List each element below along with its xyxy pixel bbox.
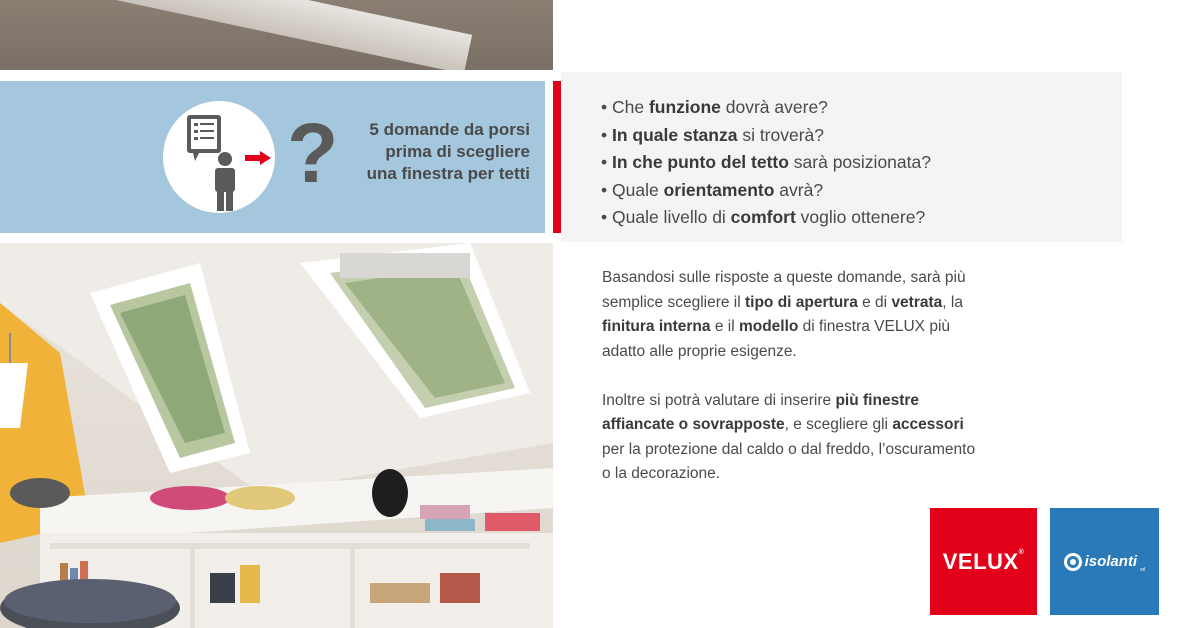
velux-logo-text: VELUX®: [942, 548, 1025, 574]
question-item: • In che punto del tetto sarà posizionata?: [601, 152, 931, 172]
body-paragraph: Basandosi sulle risposte a queste domande, sarà più semplice scegliere il tipo di apertura e di vetrata, la finitura interna e il modello di finestra VELUX più adatto alle proprie esigenze.: [602, 269, 966, 360]
question-mark-icon: ?: [287, 106, 339, 200]
questions-box: [561, 72, 1122, 242]
question-item: • Quale livello di comfort voglio ottenere?: [601, 207, 926, 227]
ceiling-photo: [0, 0, 553, 70]
isolanti-logo-suffix: srl: [1140, 567, 1146, 573]
isolanti-logo-text: isolanti: [1084, 553, 1138, 570]
red-divider-bar: [553, 81, 561, 233]
red-arrow-icon: [245, 151, 271, 165]
attic-photo: [0, 243, 553, 628]
velux-logo: [930, 508, 1037, 615]
questions-banner: [0, 81, 545, 233]
banner-title-line: prima di scegliere: [385, 142, 530, 161]
questions-list: [601, 94, 1122, 232]
body-paragraph: Inoltre si potrà valutare di inserire più finestre affiancate o sovrapposte, e scegliere gli accessori per la protezione dal caldo o dal freddo, l’oscuramento o la decorazione.: [602, 391, 976, 482]
banner-title-line: 5 domande da porsi: [369, 120, 530, 139]
question-item: • In quale stanza si troverà?: [601, 124, 825, 145]
banner-title: [345, 119, 530, 185]
question-item: • Che funzione dovrà avere?: [601, 97, 828, 117]
question-item: • Quale orientamento avrà?: [601, 179, 824, 200]
isolanti-logo: [1050, 508, 1159, 615]
banner-title-line: una finestra per tetti: [366, 164, 530, 183]
isolanti-mark-icon: [1064, 553, 1082, 571]
body-text: [602, 266, 982, 511]
ceiling-beam: [112, 0, 472, 70]
